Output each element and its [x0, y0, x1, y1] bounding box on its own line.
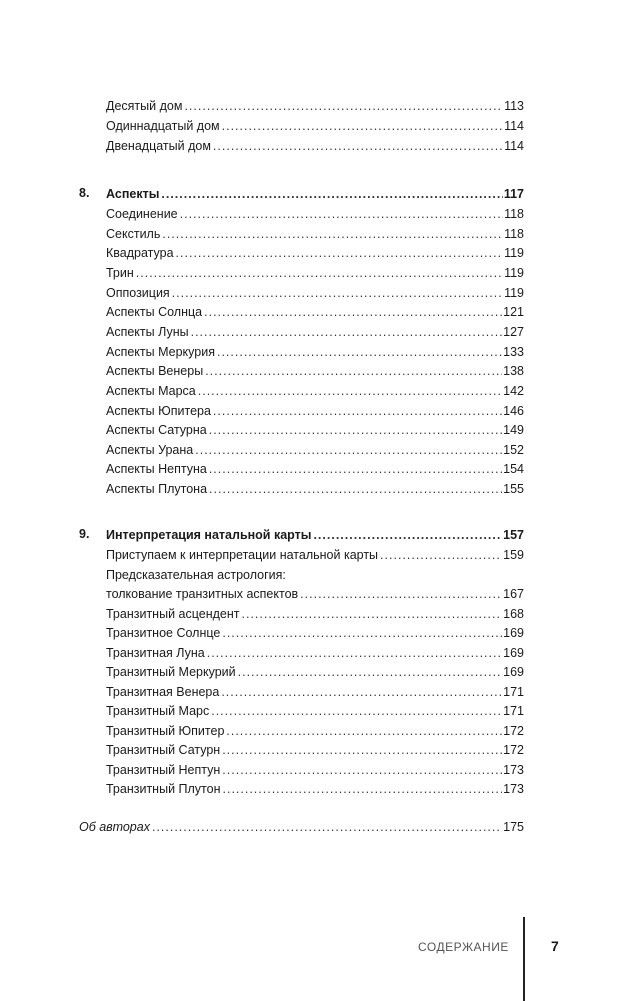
toc-entry-page: 173 — [503, 782, 524, 796]
toc-entry-page: 159 — [503, 548, 524, 562]
toc-leader-dots — [222, 763, 502, 778]
toc-leader-dots — [161, 187, 502, 202]
toc-entry-title: Аспекты — [106, 187, 160, 201]
toc-leader-dots — [223, 782, 503, 797]
toc-entry-page: 138 — [503, 364, 524, 379]
toc-entry-title: Аспекты Солнца — [106, 305, 203, 320]
toc-leader-dots — [172, 286, 503, 301]
toc-entry-title: Транзитный Сатурн — [106, 743, 221, 757]
toc-entry-page: 149 — [503, 423, 524, 438]
toc-entry-page: 119 — [504, 265, 524, 280]
toc-entry-title: Транзитный асцендент — [106, 606, 240, 621]
toc-entry-page: 169 — [503, 626, 524, 640]
toc-leader-dots — [222, 119, 503, 134]
toc-entry-title: Одиннадцатый дом — [106, 119, 220, 133]
toc-entry[interactable] — [106, 777, 524, 797]
toc-entry[interactable] — [106, 379, 524, 399]
toc-entry[interactable] — [106, 660, 524, 680]
page-number: 7 — [551, 938, 559, 954]
toc-entry-title: Транзитный Нептун — [106, 762, 221, 777]
toc-entry-page: 172 — [503, 743, 524, 757]
toc-entry-page: 155 — [503, 482, 524, 497]
toc-entry-title: Интерпретация натальной карты — [106, 528, 312, 542]
toc-entry-title: Аспекты Нептуна — [106, 462, 207, 477]
toc-entry-title: Аспекты Юпитера — [106, 403, 211, 418]
toc-entry-page: 152 — [503, 442, 524, 457]
toc-section-heading[interactable] — [106, 523, 524, 543]
toc-entry[interactable] — [106, 758, 524, 778]
toc-entry[interactable] — [106, 241, 524, 261]
running-footer-label: СОДЕРЖАНИЕ — [418, 940, 509, 954]
toc-entry[interactable] — [106, 222, 524, 242]
toc-entry[interactable] — [106, 680, 524, 700]
toc-leader-dots — [226, 724, 502, 739]
toc-entry[interactable] — [106, 399, 524, 419]
toc-leader-dots — [380, 548, 502, 563]
toc-entry-about-authors[interactable] — [79, 815, 524, 835]
toc-entry-title: Аспекты Меркурия — [106, 344, 215, 359]
toc-entry-page: 154 — [503, 462, 524, 477]
toc-entry[interactable] — [106, 621, 524, 641]
toc-entry-page: 117 — [503, 187, 524, 201]
toc-entry[interactable] — [106, 320, 524, 340]
toc-leader-dots — [136, 266, 503, 281]
toc-leader-dots — [241, 607, 502, 622]
toc-entry[interactable] — [106, 641, 524, 661]
toc-entry-page: 133 — [503, 344, 524, 359]
toc-leader-dots — [209, 423, 502, 438]
toc-leader-dots — [211, 704, 502, 719]
toc-entry-title: Двенадцатый дом — [106, 139, 211, 153]
toc-entry-page: 119 — [504, 246, 524, 261]
toc-entry[interactable] — [106, 719, 524, 739]
toc-entry-title: Приступаем к интерпретации натальной карты — [106, 548, 379, 562]
toc-entry-title: Транзитный Плутон — [106, 782, 221, 796]
toc-leader-dots — [152, 820, 502, 835]
toc-entry-page: 113 — [504, 99, 524, 113]
toc-entry-title: Транзитное Солнце — [106, 626, 221, 640]
toc-entry[interactable] — [106, 582, 524, 602]
toc-entry-page: 119 — [504, 285, 524, 300]
toc-leader-dots — [222, 626, 502, 641]
toc-leader-dots — [209, 462, 502, 477]
toc-entry[interactable] — [106, 602, 524, 622]
toc-entry[interactable] — [106, 699, 524, 719]
toc-entry-title: Аспекты Плутона — [106, 482, 208, 497]
toc-entry[interactable] — [106, 543, 524, 563]
toc-entry-page: 114 — [504, 119, 524, 133]
toc-entry-title: Аспекты Луны — [106, 324, 189, 339]
toc-leader-dots — [300, 587, 502, 602]
toc-leader-dots — [222, 743, 502, 758]
toc-leader-dots — [238, 665, 503, 680]
toc-entry-page: 172 — [503, 723, 524, 738]
toc-leader-dots — [205, 364, 502, 379]
toc-leader-dots — [213, 404, 502, 419]
toc-entry-page: 169 — [503, 645, 524, 660]
toc-entry-page: 167 — [503, 587, 524, 601]
toc-entry-title: Аспекты Урана — [106, 442, 194, 457]
toc-entry[interactable] — [106, 94, 524, 114]
toc-entry-title: Аспекты Венеры — [106, 364, 204, 379]
toc-entry-page: 175 — [503, 820, 524, 834]
toc-section-heading[interactable] — [106, 182, 524, 202]
toc-entry-page: 173 — [503, 762, 524, 777]
toc-entry[interactable] — [106, 340, 524, 360]
toc-entry[interactable] — [106, 202, 524, 222]
toc-entry-page: 142 — [503, 383, 524, 398]
toc-entry[interactable] — [106, 457, 524, 477]
toc-entry-page: 114 — [504, 139, 524, 153]
section-number: 8. — [79, 186, 90, 200]
toc-entry-title: Квадратура — [106, 246, 174, 261]
toc-leader-dots — [184, 99, 503, 114]
toc-leader-dots — [204, 305, 502, 320]
toc-entry-title: Транзитный Марс — [106, 704, 210, 718]
toc-entry-title: Трин — [106, 265, 134, 280]
toc-entry[interactable] — [106, 359, 524, 379]
toc-entry[interactable] — [106, 261, 524, 281]
toc-leader-dots — [176, 246, 504, 261]
toc-entry-page: 118 — [504, 207, 524, 221]
toc-entry-title: Транзитный Меркурий — [106, 665, 236, 679]
toc-entry[interactable] — [106, 738, 524, 758]
toc-entry-page: 127 — [503, 324, 524, 339]
footer-divider — [523, 917, 525, 1001]
toc-leader-dots — [180, 207, 503, 222]
toc-leader-dots — [217, 345, 502, 360]
toc-leader-dots — [213, 139, 503, 154]
toc-entry[interactable] — [106, 300, 524, 320]
toc-entry-page: 169 — [503, 665, 524, 679]
toc-entry-title: Соединение — [106, 207, 178, 221]
toc-entry-title: Предсказательная астрология: — [106, 567, 286, 582]
toc-entry-page: 121 — [503, 305, 524, 320]
toc-entry-page: 168 — [503, 606, 524, 621]
toc-entry-page: 146 — [503, 403, 524, 418]
toc-entry-title: Аспекты Марса — [106, 383, 196, 398]
toc-entry[interactable] — [106, 114, 524, 134]
toc-leader-dots — [221, 685, 502, 700]
toc-entry-title: Аспекты Сатурна — [106, 423, 207, 438]
toc-entry-title: Оппозиция — [106, 285, 170, 300]
toc-leader-dots — [209, 482, 502, 497]
toc-entry-page: 171 — [503, 704, 524, 718]
toc-leader-dots — [207, 646, 502, 661]
section-number: 9. — [79, 527, 90, 541]
toc-entry-title: Десятый дом — [106, 99, 183, 113]
toc-leader-dots — [198, 384, 502, 399]
toc-entry-page: 118 — [504, 226, 524, 241]
toc-entry[interactable] — [106, 418, 524, 438]
toc-entry-page: 157 — [503, 528, 524, 542]
toc-entry[interactable] — [106, 438, 524, 458]
toc-leader-dots — [195, 443, 502, 458]
toc-entry[interactable] — [106, 477, 524, 497]
toc-entry-title: Секстиль — [106, 226, 161, 241]
toc-entry[interactable] — [106, 281, 524, 301]
toc-entry-title: Транзитный Юпитер — [106, 723, 225, 738]
toc-leader-dots — [162, 227, 503, 242]
toc-leader-dots — [313, 528, 502, 543]
toc-entry-title: толкование транзитных аспектов — [106, 587, 299, 601]
toc-leader-dots — [191, 325, 503, 340]
toc-entry-title: Транзитная Луна — [106, 645, 205, 660]
toc-entry-title: Транзитная Венера — [106, 684, 220, 699]
toc-entry[interactable] — [106, 563, 524, 583]
toc-entry-page: 171 — [503, 684, 524, 699]
toc-entry-title: Об авторах — [79, 820, 150, 834]
toc-entry[interactable] — [106, 134, 524, 154]
